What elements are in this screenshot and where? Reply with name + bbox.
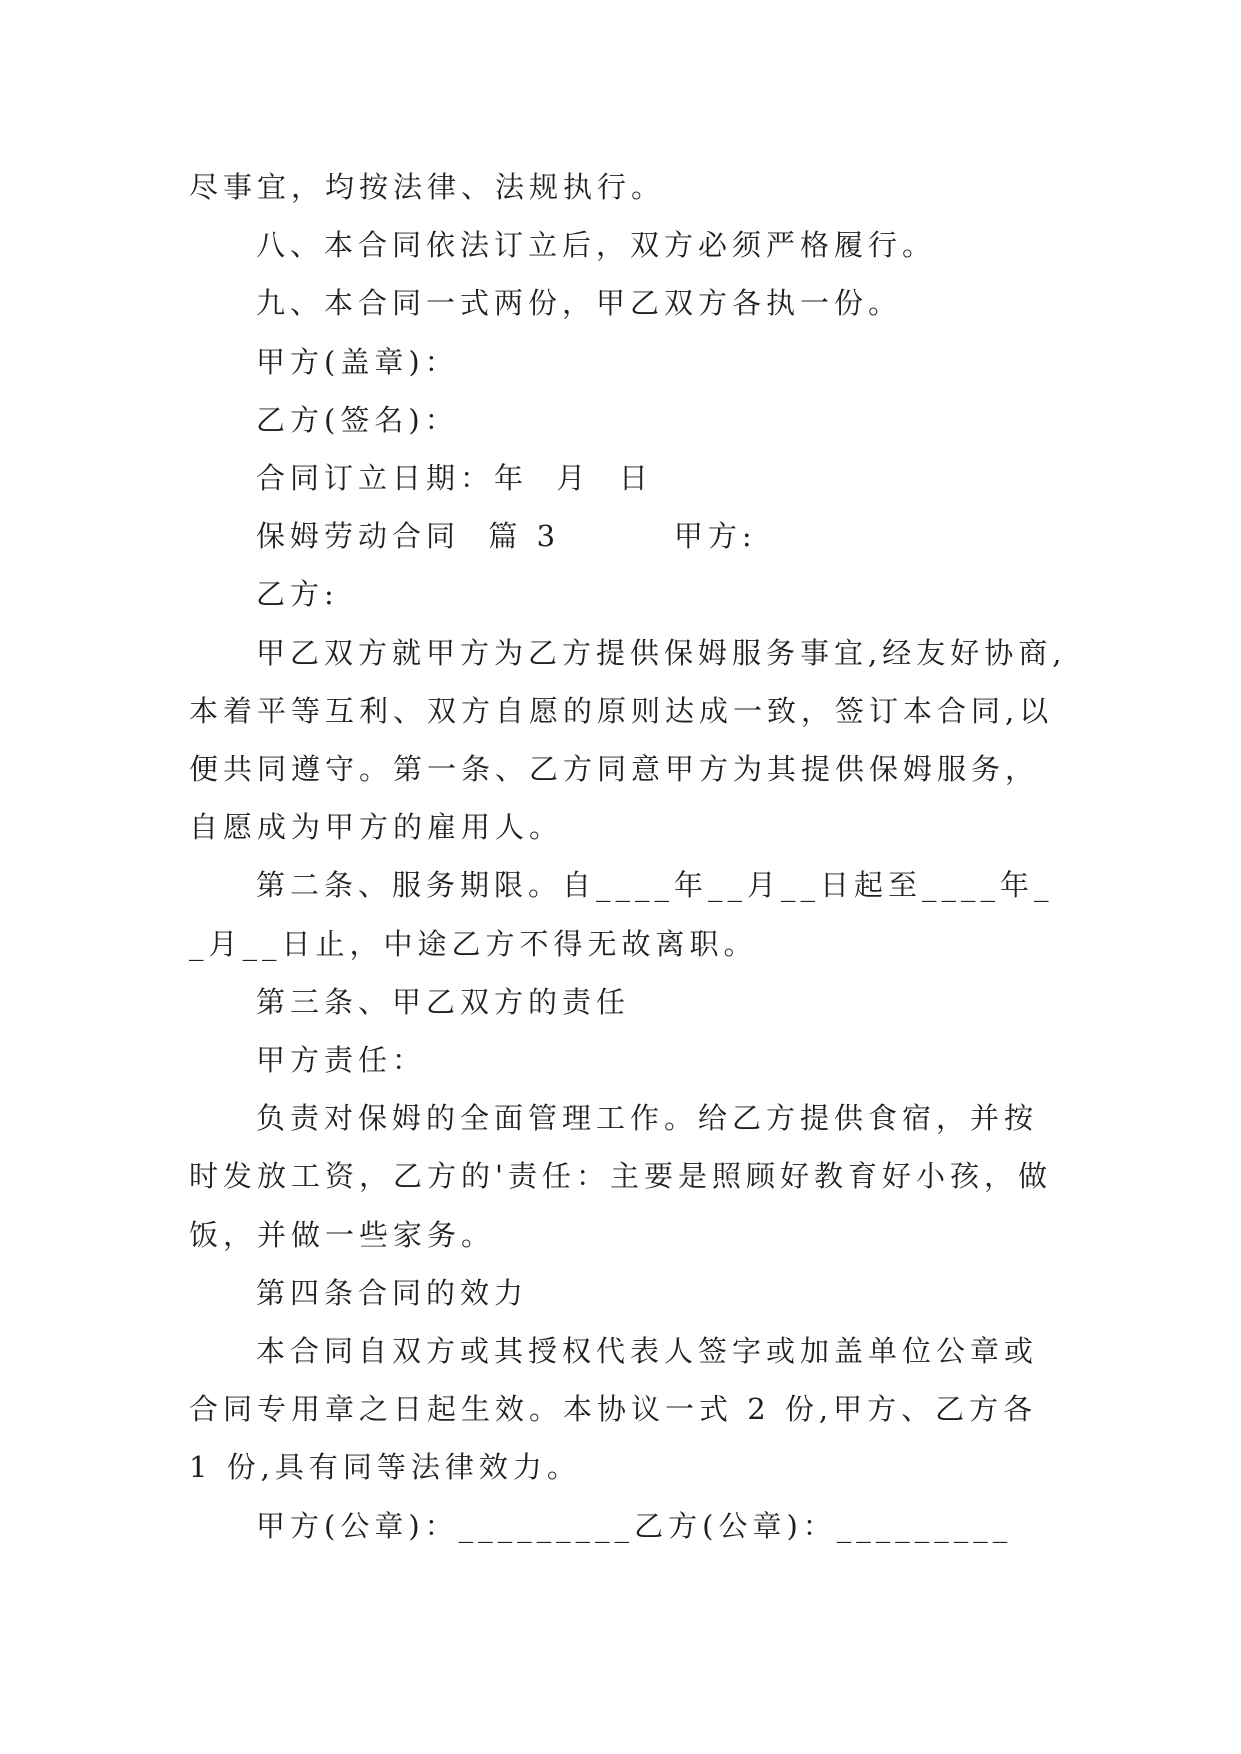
party-a-seal-line: 甲方(盖章)：: [256, 344, 459, 379]
paragraph-validity: 本合同自双方或其授权代表人签字或加盖单位公章或合同专用章之日起生效。本协议一式 2 份,甲方、乙方各 1 份,具有同等法律效力。: [189, 1334, 1039, 1485]
section-heading-contract-3: 保姆劳动合同 篇 3 甲方:: [256, 519, 757, 554]
paragraph-article-2: 第二条、服务期限。自____年__月__日起至____年__月__日止，中途乙方不得无故离职。: [189, 868, 1054, 961]
paragraph-article-4: 第四条合同的效力: [256, 1275, 529, 1310]
paragraph-2: 八、本合同依法订立后，双方必须严格履行。: [256, 228, 937, 263]
paragraph-1: 尽事宜，均按法律、法规执行。: [189, 170, 666, 204]
paragraph-responsibilities: 负责对保姆的全面管理工作。给乙方提供食宿，并按时发放工资，乙方的'责任：主要是照顾好教育好小孩，做饭，并做一些家务。: [189, 1101, 1052, 1252]
paragraph-preamble: 甲乙双方就甲方为乙方提供保姆服务事宜,经友好协商,本着平等互利、双方自愿的原则达成一致，签订本合同,以便共同遵守。第一条、乙方同意甲方为其提供保姆服务，自愿成为甲方的雇用人。: [189, 635, 1067, 845]
contract-date-line: 合同订立日期：年 月 日: [256, 461, 653, 496]
signature-seal-line: 甲方(公章)：_________乙方(公章)：_________: [256, 1508, 1013, 1543]
party-b-line: 乙方:: [256, 577, 339, 612]
party-b-signature-line: 乙方(签名)：: [256, 402, 459, 437]
paragraph-3: 九、本合同一式两份，甲乙双方各执一份。: [256, 286, 903, 321]
party-a-responsibility-heading: 甲方责任：: [256, 1043, 427, 1078]
paragraph-article-3: 第三条、甲乙双方的责任: [256, 984, 631, 1019]
document-body: [189, 158, 1069, 1555]
